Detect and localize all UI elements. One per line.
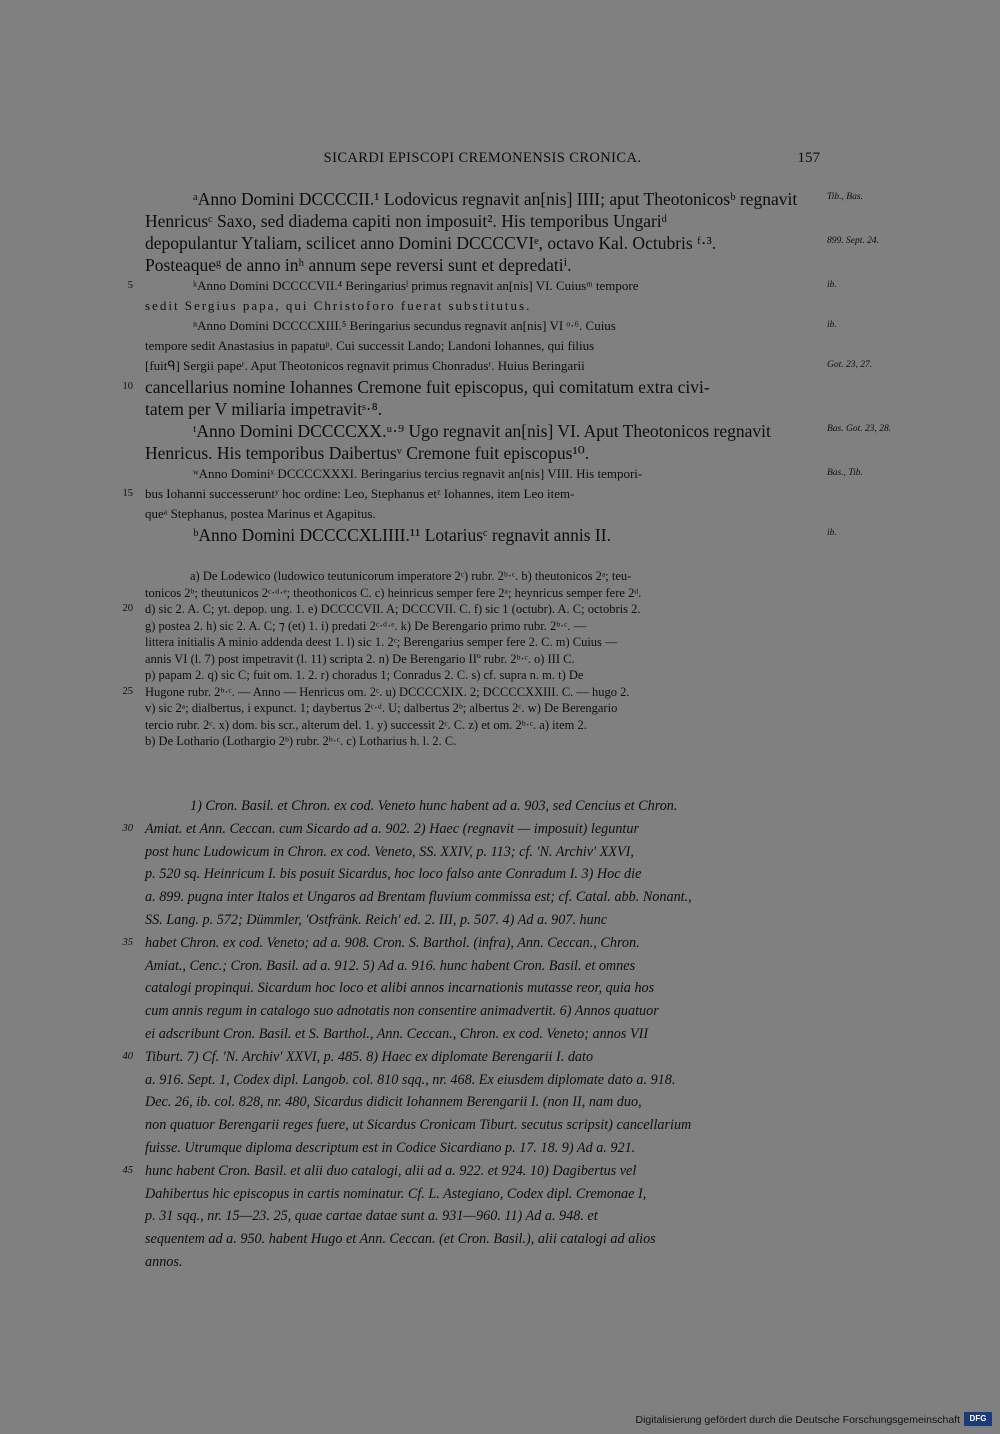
note-text: Tiburt. 7) Cf. 'N. Archiv' XXVI, p. 485. 8) Haec ex diplomate Berengarii I. dato	[145, 1048, 594, 1065]
note-line	[145, 1205, 820, 1228]
main-text: ⁿAnno Domini DCCCCXIII.⁵ Beringarius secundus regnavit an[nis] VI ᵒ·⁶. Cuius	[193, 318, 616, 333]
main-text: bus Iohanni successeruntʸ hoc ordine: Leo, Stephanus etᶻ Iohannes, item Leo item-	[145, 486, 575, 501]
line-number: 30	[122, 822, 133, 834]
main-text: [fuitᑫ] Sergii papeʳ. Aput Theotonicos regnavit primus Chonradusʳ. Huius Beringarii	[145, 358, 585, 373]
line-number: 5	[127, 280, 133, 291]
margin-note: ib.	[827, 320, 837, 330]
note-line	[145, 1228, 820, 1251]
main-text: tempore sedit Anastasius in papatuᵖ. Cui successit Lando; Landoni Iohannes, qui filius	[145, 338, 595, 353]
main-line	[145, 504, 820, 524]
note-line	[145, 1091, 820, 1114]
margin-note: ib.	[827, 280, 837, 290]
line-number: 15	[122, 488, 133, 499]
line-number: 10	[122, 381, 133, 392]
apparatus-text: v) sic 2ᵃ; dialbertus, i expunct. 1; daybertus 2ᶜ·ᵈ. U; dalbertus 2ᵇ; albertus 2ᶜ. w) De Berengario	[145, 701, 618, 715]
note-text: sequentem ad a. 950. habent Hugo et Ann. Ceccan. (et Cron. Basil.), alii catalogi ad alios	[145, 1231, 656, 1248]
apparatus-line	[145, 634, 820, 651]
note-text: non quatuor Berengarii reges fuere, ut Sicardus Cronicam Tiburt. secutus scripsit) cancellarium	[145, 1117, 692, 1134]
apparatus-line	[122, 601, 820, 618]
apparatus-text: d) sic 2. A. C; yt. depop. ung. 1. e) DCCCCVII. A; DCCCVII. C. f) sic 1 (octubr). A. C; octobris 2.	[145, 602, 641, 616]
main-text: depopulantur Ytaliam, scilicet anno Domini DCCCCVIᵉ, octavo Kal. Octubris ᶠ·³.	[145, 233, 717, 253]
note-text: Amiat. et Ann. Ceccan. cum Sicardo ad a. 902. 2) Haec (regnavit — imposuit) leguntur	[145, 820, 639, 837]
footnotes	[122, 795, 820, 1274]
apparatus-line	[145, 667, 820, 684]
note-line	[145, 795, 820, 818]
main-line	[145, 398, 820, 420]
line-number: 25	[122, 685, 133, 697]
line-number: 35	[122, 936, 133, 948]
main-line	[145, 296, 820, 316]
note-line	[122, 1046, 820, 1069]
apparatus-text: a) De Lodewico (ludowico teutunicorum imperatore 2ᶜ) rubr. 2ᵇ·ᶜ. b) theutonicos 2ᵃ; teu-	[190, 569, 632, 583]
note-text: 1) Cron. Basil. et Chron. ex cod. Veneto hunc habent ad a. 903, sed Cencius et Chron.	[190, 798, 678, 814]
apparatus-text: tonicos 2ᵇ; theutunicos 2ᶜ·ᵈ·ᵉ; theothonicos C. c) heinricus semper fere 2ᵃ; heynricus semper fere 2ᵈ.	[145, 585, 642, 600]
apparatus-line	[145, 568, 820, 585]
apparatus-text: Hugone rubr. 2ᵇ·ᶜ. — Anno — Henricus om. 2ᶜ. u) DCCCCXIX. 2; DCCCCXXIII. C. — hugo 2.	[145, 684, 630, 699]
apparatus-line	[145, 618, 820, 635]
note-line	[145, 1069, 820, 1092]
note-text: SS. Lang. p. 572; Dümmler, 'Ostfränk. Reich' ed. 2. III, p. 507. 4) Ad a. 907. hunc	[145, 911, 608, 928]
note-text: p. 31 sqq., nr. 15—23. 25, quae cartae datae sunt a. 931—960. 11) Ad a. 948. et	[145, 1208, 598, 1225]
main-text: Henricusᶜ Saxo, sed diadema capiti non imposuit². His temporibus Ungariᵈ	[145, 211, 668, 231]
apparatus-line	[145, 717, 820, 734]
running-header	[145, 150, 820, 172]
note-text: cum annis regum in catalogo suo adnotatis non consentire animadvertit. 6) Annos quatuor	[145, 1003, 659, 1020]
note-line	[145, 863, 820, 886]
main-line	[127, 276, 820, 296]
note-line	[145, 955, 820, 978]
note-text: Dahibertus hic episcopus in cartis nominatur. Cf. L. Astegiano, Codex dipl. Cremonae I,	[145, 1185, 647, 1202]
main-line	[145, 464, 820, 484]
margin-note: Bas., Tib.	[827, 468, 863, 478]
apparatus-text: g) postea 2. h) sic 2. A. C; ⁊ (et) 1. i) predati 2ᶜ·ᵈ·ᵉ. k) De Berengario primo rubr. 2ᵇ·ᶜ. —	[145, 618, 587, 633]
main-text: ʷAnno Dominiˣ DCCCCXXXI. Beringarius tercius regnavit an[nis] VIII. His tempori-	[193, 466, 643, 481]
main-text: Posteaqueᵍ de anno inʰ annum sepe reversi sunt et depredatiⁱ.	[145, 255, 572, 275]
apparatus-text: p) papam 2. q) sic C; fuit om. 1. 2. r) choradus 1; Conradus 2. C. s) cf. supra n. m. t) De	[145, 668, 584, 682]
running-title: SICARDI EPISCOPI CREMONENSIS CRONICA.	[323, 150, 642, 166]
main-text: ᵏAnno Domini DCCCCVII.⁴ Beringariusˡ primus regnavit an[nis] VI. Cuiusᵐ tempore	[193, 278, 639, 293]
note-text: hunc habent Cron. Basil. et alii duo catalogi, alii ad a. 922. et 924. 10) Dagibertus vel	[145, 1162, 637, 1179]
critical-apparatus	[122, 568, 820, 750]
note-line	[145, 1023, 820, 1046]
dfg-logo: DFG	[964, 1412, 992, 1426]
note-line	[122, 1160, 820, 1183]
margin-note: Bas. Got. 23, 28.	[827, 424, 892, 434]
note-text: ei adscribunt Cron. Basil. et S. Barthol., Ann. Ceccan., Chron. ex cod. Veneto; annos VII	[145, 1025, 649, 1042]
note-text: catalogi propinqui. Sicardum hoc loco et alibi annos incarnationis mutasse reor, quia hos	[145, 980, 655, 997]
main-line	[145, 316, 820, 336]
main-line	[145, 188, 820, 210]
note-text: habet Chron. ex cod. Veneto; ad a. 908. Cron. S. Barthol. (infra), Ann. Ceccan., Chron.	[145, 934, 640, 951]
note-line	[145, 909, 820, 932]
main-line	[145, 336, 820, 356]
margin-note: 899. Sept. 24.	[827, 236, 879, 246]
note-line	[145, 977, 820, 1000]
main-text: cancellarius nomine Iohannes Cremone fuit episcopus, qui comitatum extra civi-	[145, 377, 710, 397]
main-line	[122, 484, 820, 504]
main-line	[145, 356, 820, 376]
note-line	[145, 1114, 820, 1137]
apparatus-text: littera initialis A minio addenda deest 1. l) sic 1. 2ᶜ; Berengarius semper fere 2. C. m) Cuius —	[145, 635, 618, 649]
main-line	[122, 376, 820, 398]
main-text: ᵃAnno Domini DCCCCII.¹ Lodovicus regnavit an[nis] IIII; aput Theotonicosᵇ regnavit	[193, 189, 798, 209]
main-text: tatem per V miliaria impetravitˢ·⁸.	[145, 399, 383, 419]
main-text: ᵗAnno Domini DCCCCXX.ᵘ·⁹ Ugo regnavit an[nis] VI. Aput Theotonicos regnavit	[193, 421, 771, 441]
apparatus-text: tercio rubr. 2ᶜ. x) dom. bis scr., alterum del. 1. y) successit 2ᶜ. C. z) et om. 2ᵇ·ᶜ. a) item 2.	[145, 717, 587, 732]
margin-note: ib.	[827, 528, 837, 538]
main-line	[145, 442, 820, 464]
page-number: 157	[797, 150, 820, 166]
apparatus-line	[122, 684, 820, 701]
note-line	[122, 818, 820, 841]
apparatus-text: annis VI (l. 7) post impetravit (l. 11) scripta 2. n) De Berengario IIº rubr. 2ᵇ·ᶜ. o) III C.	[145, 651, 575, 666]
main-line	[145, 210, 820, 232]
note-line	[145, 841, 820, 864]
note-text: annos.	[145, 1253, 183, 1270]
note-line	[145, 886, 820, 909]
note-text: post hunc Ludowicum in Chron. ex cod. Veneto, SS. XXIV, p. 113; cf. 'N. Archiv' XXVI,	[145, 843, 634, 860]
note-line	[122, 932, 820, 955]
note-line	[145, 1251, 820, 1274]
main-line	[145, 524, 820, 546]
margin-note: Got. 23, 27.	[827, 360, 873, 370]
main-line	[145, 254, 820, 276]
note-line	[145, 1137, 820, 1160]
margin-note: Tib., Bas.	[827, 192, 863, 202]
note-text: Dec. 26, ib. col. 828, nr. 480, Sicardus didicit Iohannem Berengarii I. (non II, nam duo,	[145, 1094, 642, 1111]
note-line	[145, 1000, 820, 1023]
note-line	[145, 1183, 820, 1206]
note-text: a. 916. Sept. 1, Codex dipl. Langob. col. 810 sqq., nr. 468. Ex eiusdem diplomate dato a. 918.	[145, 1071, 676, 1088]
main-text: Henricus. His temporibus Daibertusᵛ Cremone fuit episcopus¹⁰.	[145, 443, 590, 463]
main-text: sedit Sergius papa, qui Christoforo fuerat substitutus.	[145, 298, 532, 313]
apparatus-line	[145, 651, 820, 668]
main-line	[145, 420, 820, 442]
note-text: a. 899. pugna inter Italos et Ungaros ad Brentam fluvium commissa est; cf. Catal. abb. Nonant.,	[145, 889, 692, 906]
main-text: ᵇAnno Domini DCCCCXLIIII.¹¹ Lotariusᶜ regnavit annis II.	[193, 525, 611, 545]
main-text	[122, 188, 820, 546]
apparatus-line	[145, 700, 820, 717]
apparatus-line	[145, 585, 820, 602]
note-text: fuisse. Utrumque diploma descriptum est in Codice Sicardiano p. 17. 18. 9) Ad a. 921.	[145, 1139, 636, 1156]
apparatus-text: b) De Lothario (Lothargio 2ᵇ) rubr. 2ᵇ·ᶜ. c) Lotharius h. l. 2. C.	[145, 734, 457, 748]
note-text: Amiat., Cenc.; Cron. Basil. ad a. 912. 5) Ad a. 916. hunc habent Cron. Basil. et omnes	[145, 957, 636, 974]
line-number: 40	[122, 1050, 133, 1062]
main-line	[145, 232, 820, 254]
main-text: queᵃ Stephanus, postea Marinus et Agapitus.	[145, 506, 376, 521]
apparatus-line	[145, 733, 820, 750]
note-text: p. 520 sq. Heinricum I. bis posuit Sicardus, hoc loco falso ante Conradum I. 3) Hoc die	[145, 866, 642, 883]
line-number: 45	[122, 1164, 133, 1176]
line-number: 20	[122, 603, 133, 614]
funding-notice: Digitalisierung gefördert durch die Deutsche Forschungsgemeinschaft	[635, 1414, 960, 1426]
